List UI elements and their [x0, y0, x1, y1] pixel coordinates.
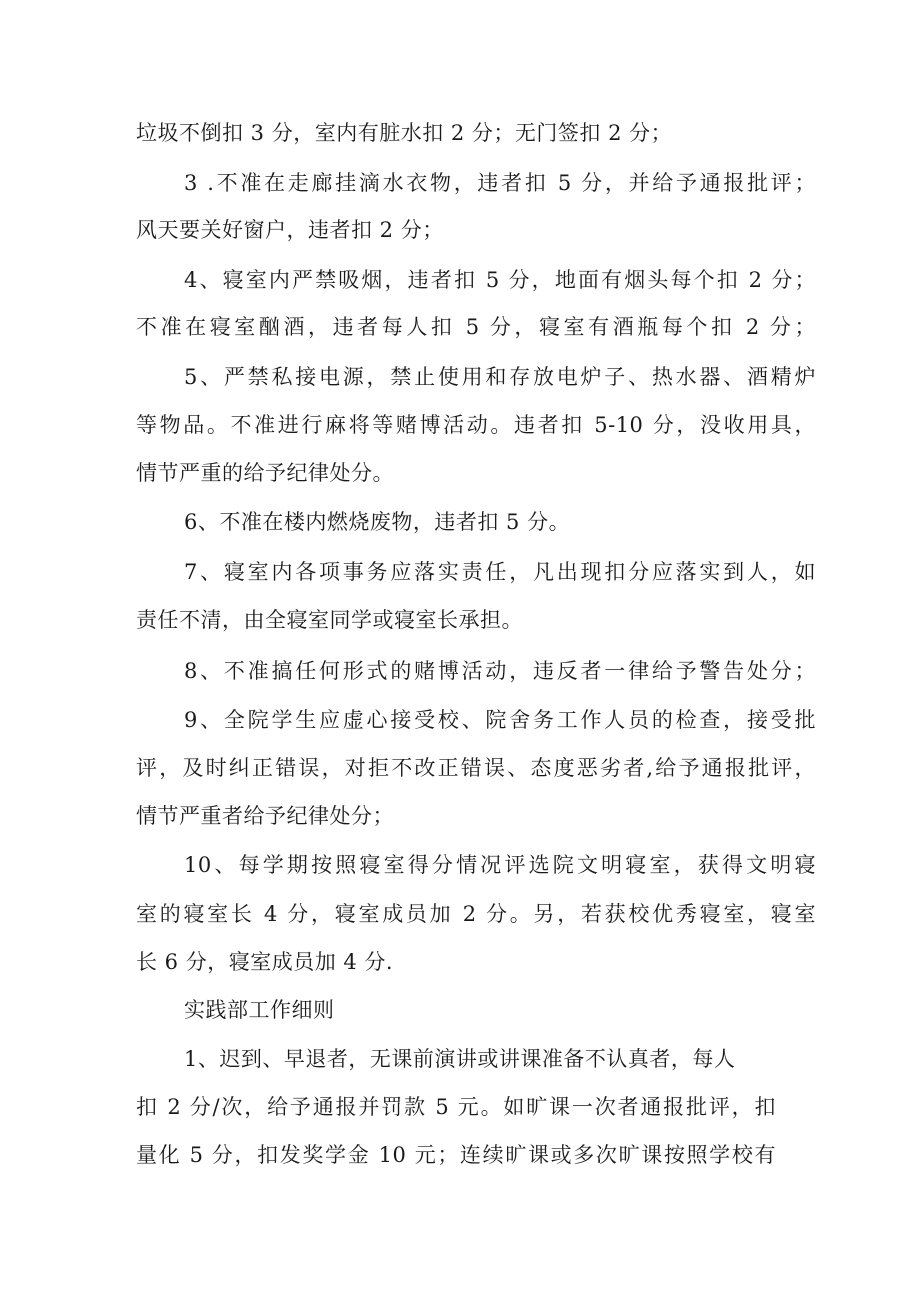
text-line: 等物品。不准进行麻将等赌博活动。违者扣 5-10 分，没收用具，	[136, 413, 816, 437]
text-line: 1、迟到、早退者，无课前演讲或讲课准备不认真者，每人	[184, 1047, 736, 1071]
text-line: 垃圾不倒扣 3 分，室内有脏水扣 2 分；无门签扣 2 分；	[136, 121, 673, 145]
text-line: 量化 5 分，扣发奖学金 10 元；连续旷课或多次旷课按照学校有	[136, 1143, 776, 1167]
text-line: 长 6 分，寝室成员加 4 分.	[136, 950, 394, 974]
text-line: 5、严禁私接电源，禁止使用和存放电炉子、热水器、酒精炉	[184, 365, 816, 389]
text-line: 不准在寝室酗酒，违者每人扣 5 分，寝室有酒瓶每个扣 2 分；	[136, 315, 816, 339]
text-line: 6、不准在楼内燃烧废物，违者扣 5 分。	[184, 510, 571, 534]
text-line: 4、寝室内严禁吸烟，违者扣 5 分，地面有烟头每个扣 2 分；	[184, 268, 816, 292]
text-line: 风天要关好窗户，违者扣 2 分；	[136, 218, 444, 242]
text-line: 8、不准搞任何形式的赌博活动，违反者一律给予警告处分；	[184, 659, 816, 683]
text-line: 3 .不准在走廊挂滴水衣物，违者扣 5 分，并给予通报批评；	[184, 171, 816, 195]
text-line: 情节严重者给予纪律处分；	[136, 804, 394, 828]
text-line: 9、全院学生应虚心接受校、院舍务工作人员的检查，接受批	[184, 708, 816, 732]
text-line: 7、寝室内各项事务应落实责任，凡出现扣分应落实到人，如	[184, 560, 816, 584]
section-heading: 实践部工作细则	[184, 998, 335, 1022]
text-line: 扣 2 分/次，给予通报并罚款 5 元。如旷课一次者通报批评，扣	[136, 1095, 776, 1119]
text-line: 10、每学期按照寝室得分情况评选院文明寝室，获得文明寝	[184, 853, 816, 877]
text-line: 评，及时纠正错误，对拒不改正错误、态度恶劣者,给予通报批评，	[136, 756, 816, 780]
text-line: 责任不清，由全寝室同学或寝室长承担。	[136, 608, 523, 632]
text-line: 情节严重的给予纪律处分。	[136, 461, 394, 485]
text-line: 室的寝室长 4 分，寝室成员加 2 分。另，若获校优秀寝室，寝室	[136, 902, 816, 926]
